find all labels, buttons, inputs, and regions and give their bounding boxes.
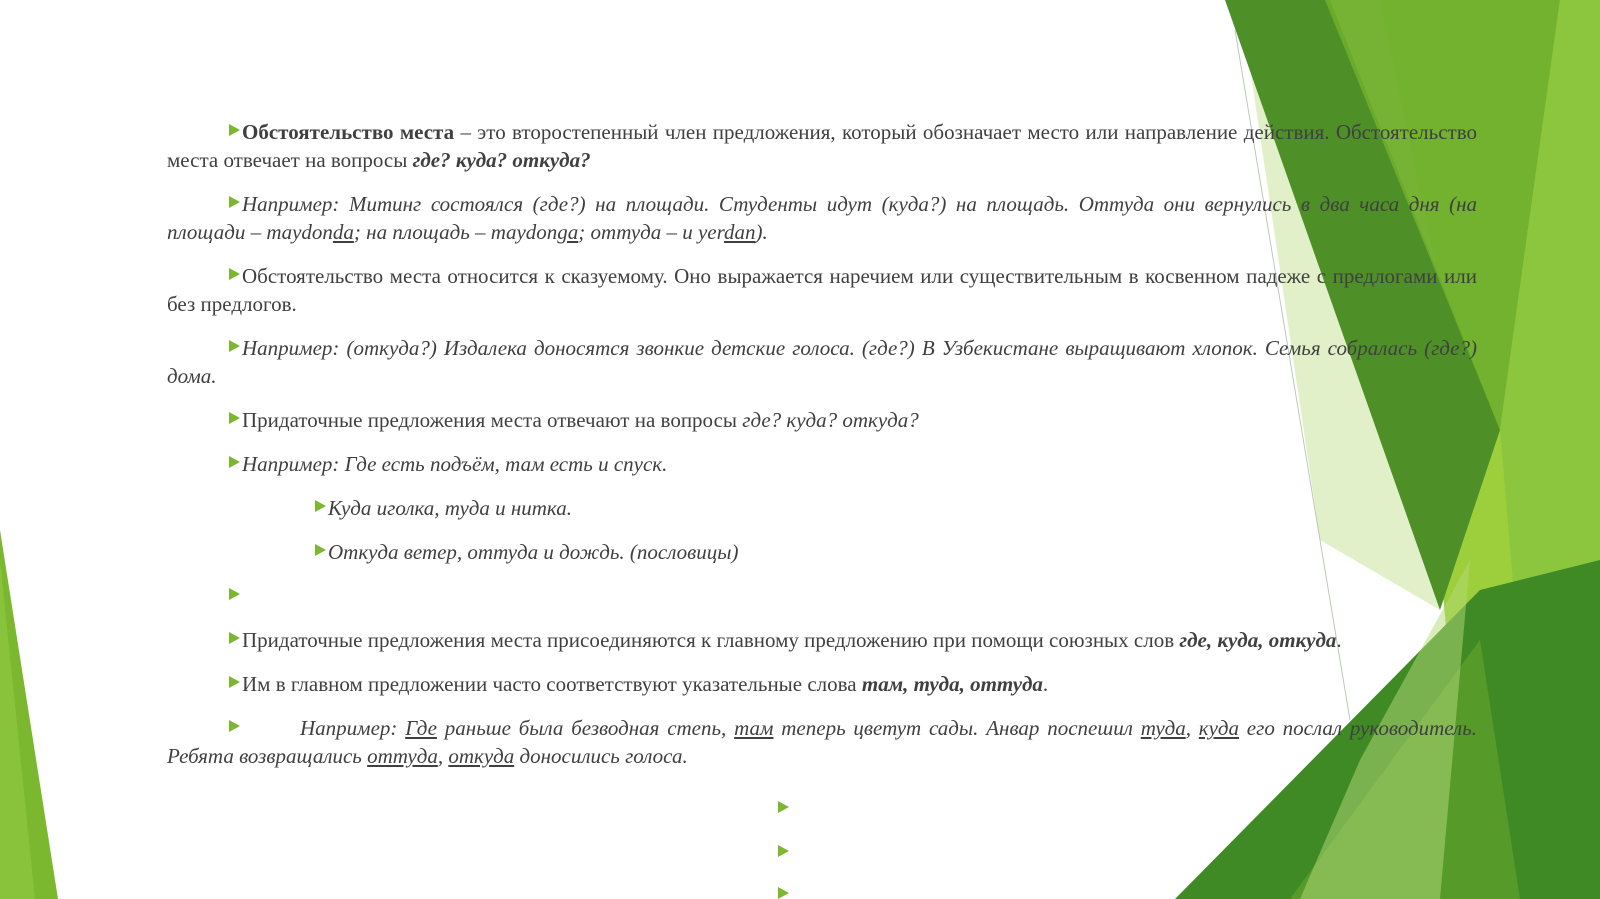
example-text: , (437, 744, 449, 768)
questions-bold-italic: где? куда? откуда? (412, 148, 591, 172)
bullet-icon (315, 500, 326, 512)
example-text: доносились голоса. (514, 744, 688, 768)
bullet-icon (778, 887, 789, 899)
conjunctions-bold-italic: где, куда, откуда (1179, 628, 1337, 652)
bullet-icon (229, 676, 240, 688)
example-text: теперь цветут сады. Анвар поспешил (773, 716, 1141, 740)
paragraph-example-4 (167, 714, 1477, 770)
empty-bullet-center-2 (778, 845, 792, 859)
definition-text: – это второстепенный член предложения, который обозначает место или направление действия. Обстоятельство места отвечает на вопросы (167, 120, 1477, 172)
suffix-underlined: da (332, 220, 354, 244)
relation-text: Обстоятельство места относится к сказуемому. Оно выражается наречием или существительным в косвенном падеже с предлогами или без предлогов. (167, 264, 1477, 316)
example-text: Например: Митинг состоялся (где?) на площади. Студенты идут (куда?) на площадь. Оттуда они вернулись в два часа дня (на площади – maydon (167, 192, 1477, 244)
example-text: ; на площадь – maydon (353, 220, 558, 244)
questions-italic: где? куда? откуда? (742, 408, 919, 432)
empty-bullet-center-1 (778, 801, 792, 815)
paragraph-example-1 (167, 190, 1477, 246)
paragraph-proverb-2 (167, 494, 1477, 522)
text-body (167, 118, 1477, 786)
example-text: Например: (откуда?) Издалека доносятся звонкие детские голоса. (где?) В Узбекистане выращивают хлопок. Семья собралась (где?) дома. (167, 336, 1477, 388)
word-underlined: туда (1140, 716, 1186, 740)
empty-bullet-center-3 (778, 887, 792, 899)
example-text: раньше была безводная степь, (436, 716, 735, 740)
bullet-icon (229, 124, 240, 136)
demonstratives-bold-italic: там, туда, оттуда (861, 672, 1043, 696)
proverb-2: Куда иголка, туда и нитка. (328, 496, 572, 520)
bullet-icon (229, 720, 240, 732)
bullet-icon (229, 412, 240, 424)
word-underlined: оттуда (367, 744, 438, 768)
proverb-1: Например: Где есть подъём, там есть и спуск. (242, 452, 668, 476)
conjunctions-text: Придаточные предложения места присоединяются к главному предложению при помощи союзных слов (242, 628, 1180, 652)
word-underlined: откуда (448, 744, 515, 768)
paragraph-subordinate-questions (167, 406, 1477, 434)
suffix-underlined: ga (557, 220, 579, 244)
demonstratives-text: Им в главном предложении часто соответствуют указательные слова (242, 672, 862, 696)
period: . (1336, 628, 1342, 652)
proverb-3: Откуда ветер, оттуда и дождь. (пословицы) (328, 540, 739, 564)
example-text: ). (755, 220, 768, 244)
term-bold: Обстоятельство места (242, 120, 455, 144)
bullet-icon (229, 340, 240, 352)
bullet-icon (778, 845, 789, 857)
suffix-underlined: dan (724, 220, 756, 244)
paragraph-proverb-3 (167, 538, 1477, 566)
paragraph-demonstratives (167, 670, 1477, 698)
paragraph-example-3 (167, 450, 1477, 478)
example-text: , (1185, 716, 1199, 740)
bullet-icon (229, 632, 240, 644)
paragraph-relation (167, 262, 1477, 318)
bullet-icon (229, 456, 240, 468)
period: . (1042, 672, 1049, 696)
paragraph-definition (167, 118, 1477, 174)
word-underlined: там (734, 716, 774, 740)
example-text: Например: (300, 716, 406, 740)
bullet-icon (229, 268, 240, 280)
word-underlined: Где (405, 716, 437, 740)
paragraph-conjunctions (167, 626, 1477, 654)
paragraph-example-2 (167, 334, 1477, 390)
example-text: его послал руководитель. Ребята возвращались (167, 716, 1477, 768)
word-underlined: куда (1198, 716, 1239, 740)
bullet-icon (315, 544, 326, 556)
subordinate-text: Придаточные предложения места отвечают на вопросы (242, 408, 743, 432)
bullet-icon (229, 196, 240, 208)
bullet-icon (778, 801, 789, 813)
bullet-icon (229, 588, 240, 600)
paragraph-empty (167, 582, 1477, 610)
example-text: ; оттуда – и yer (578, 220, 724, 244)
